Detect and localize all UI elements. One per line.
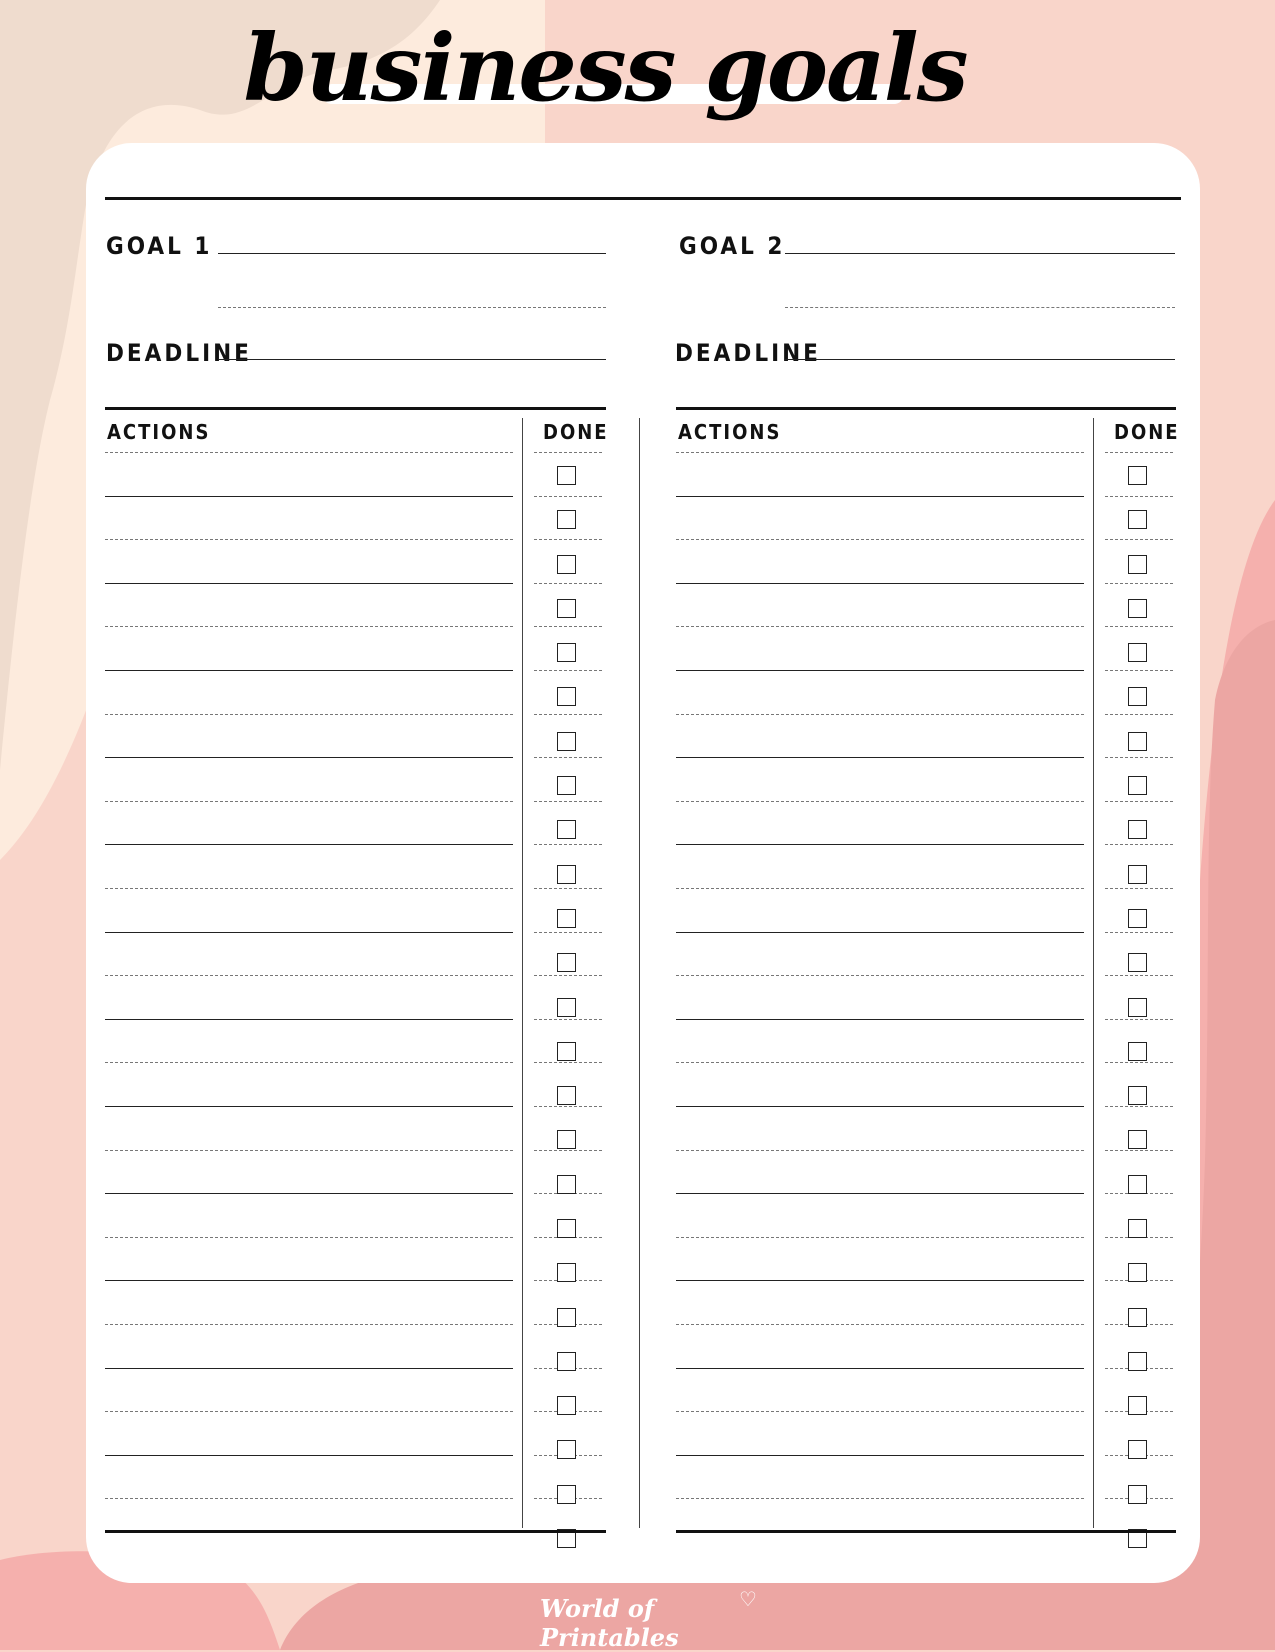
action-line[interactable] [105,1455,513,1456]
action-line[interactable] [676,539,1084,540]
done-divider-line [1105,975,1173,976]
action-line[interactable] [676,844,1084,845]
done-checkbox[interactable] [1128,732,1147,751]
done-divider-line [534,844,602,845]
done-checkbox[interactable] [1128,1440,1147,1459]
done-checkbox[interactable] [1128,1396,1147,1415]
goal-1-line-2[interactable] [218,307,606,308]
done-checkbox[interactable] [1128,953,1147,972]
action-line[interactable] [676,626,1084,627]
done-divider-line [1105,539,1173,540]
goal-1-label: GOAL 1 [106,232,213,260]
goal-2-line[interactable] [785,253,1175,254]
done-divider-line [534,539,602,540]
done-checkbox[interactable] [1128,909,1147,928]
done-checkbox[interactable] [557,687,576,706]
goal-2-label: GOAL 2 [679,232,786,260]
done-checkbox[interactable] [1128,643,1147,662]
done-checkbox[interactable] [1128,1130,1147,1149]
action-line[interactable] [105,1193,513,1194]
action-line[interactable] [105,496,513,497]
action-line[interactable] [676,1411,1084,1412]
done-checkbox[interactable] [1128,510,1147,529]
done-checkbox[interactable] [557,643,576,662]
done-checkbox[interactable] [557,865,576,884]
action-line[interactable] [105,1237,513,1238]
done-divider-line [1105,1150,1173,1151]
done-checkbox[interactable] [557,998,576,1017]
done-checkbox[interactable] [1128,998,1147,1017]
done-divider-line [1105,496,1173,497]
action-line[interactable] [105,1324,513,1325]
done-checkbox[interactable] [557,1175,576,1194]
done-divider-line [534,583,602,584]
goal-2-table-bottom-rule [676,1530,1176,1533]
goal-1-deadline-line[interactable] [218,359,606,360]
action-line[interactable] [105,670,513,671]
done-divider-line [1105,844,1173,845]
action-line[interactable] [676,1106,1084,1107]
done-checkbox[interactable] [557,599,576,618]
goal-2-actions-header: ACTIONS [678,420,782,444]
action-line[interactable] [105,452,513,453]
goal-2-deadline-line[interactable] [785,359,1175,360]
action-line[interactable] [676,496,1084,497]
action-line[interactable] [676,1237,1084,1238]
done-divider-line [534,757,602,758]
action-line[interactable] [105,757,513,758]
goal-1-line[interactable] [218,253,606,254]
done-checkbox[interactable] [1128,1219,1147,1238]
goal-2-deadline-label: DEADLINE [675,339,821,367]
action-line[interactable] [676,888,1084,889]
done-checkbox[interactable] [557,820,576,839]
done-checkbox[interactable] [557,1485,576,1504]
done-divider-line [1105,714,1173,715]
goal-1-actions-header: ACTIONS [107,420,211,444]
done-checkbox[interactable] [1128,1175,1147,1194]
goal-1-deadline-label: DEADLINE [106,339,252,367]
done-checkbox[interactable] [557,1130,576,1149]
action-line[interactable] [676,583,1084,584]
done-checkbox[interactable] [557,510,576,529]
done-checkbox[interactable] [1128,865,1147,884]
action-line[interactable] [676,1455,1084,1456]
goal-1-table-top-rule [105,407,606,410]
done-divider-line [534,670,602,671]
action-line[interactable] [105,1411,513,1412]
action-line[interactable] [105,1106,513,1107]
center-divider [639,418,640,1528]
action-line[interactable] [676,1324,1084,1325]
done-divider-line [1105,452,1173,453]
done-divider-line [534,888,602,889]
action-line[interactable] [676,1150,1084,1151]
done-checkbox[interactable] [1128,1485,1147,1504]
done-checkbox[interactable] [557,555,576,574]
goal-1-table-bottom-rule [105,1530,606,1533]
done-checkbox[interactable] [557,732,576,751]
done-checkbox[interactable] [1128,599,1147,618]
done-checkbox[interactable] [1128,466,1147,485]
top-rule [105,197,1181,200]
done-checkbox[interactable] [1128,1086,1147,1105]
done-checkbox[interactable] [1128,687,1147,706]
goal-2-done-header: DONE [1114,420,1180,444]
action-line[interactable] [676,975,1084,976]
done-checkbox[interactable] [557,1042,576,1061]
done-divider-line [1105,1062,1173,1063]
action-line[interactable] [676,670,1084,671]
heart-outline-icon: ♡ [739,1589,757,1611]
action-line[interactable] [676,1019,1084,1020]
action-line[interactable] [105,1368,513,1369]
goal-2-column-divider [1093,418,1094,1528]
action-line[interactable] [105,714,513,715]
action-line[interactable] [105,975,513,976]
action-line[interactable] [676,757,1084,758]
action-line[interactable] [676,452,1084,453]
done-checkbox[interactable] [557,1440,576,1459]
done-divider-line [1105,801,1173,802]
done-checkbox[interactable] [1128,776,1147,795]
done-checkbox[interactable] [557,1396,576,1415]
done-divider-line [1105,888,1173,889]
done-divider-line [534,932,602,933]
action-line[interactable] [105,801,513,802]
done-divider-line [534,1106,602,1107]
action-line[interactable] [105,583,513,584]
action-line[interactable] [676,932,1084,933]
done-divider-line [534,801,602,802]
done-divider-line [1105,670,1173,671]
done-checkbox[interactable] [557,1308,576,1327]
done-divider-line [1105,932,1173,933]
done-checkbox[interactable] [557,776,576,795]
action-line[interactable] [105,1019,513,1020]
action-line[interactable] [105,1150,513,1151]
action-line[interactable] [676,1368,1084,1369]
done-divider-line [534,626,602,627]
done-divider-line [534,1062,602,1063]
action-line[interactable] [676,1193,1084,1194]
done-divider-line [1105,626,1173,627]
done-divider-line [1105,583,1173,584]
action-line[interactable] [676,801,1084,802]
done-checkbox[interactable] [557,1263,576,1282]
action-line[interactable] [105,1280,513,1281]
done-checkbox[interactable] [1128,1042,1147,1061]
done-checkbox[interactable] [1128,1352,1147,1371]
done-divider-line [534,496,602,497]
done-checkbox[interactable] [1128,555,1147,574]
done-checkbox[interactable] [557,909,576,928]
action-line[interactable] [105,626,513,627]
done-divider-line [534,1150,602,1151]
action-line[interactable] [676,1280,1084,1281]
action-line[interactable] [676,1062,1084,1063]
done-checkbox[interactable] [1128,820,1147,839]
page-title: business goals [243,14,967,122]
action-line[interactable] [105,844,513,845]
done-divider-line [1105,1106,1173,1107]
action-line[interactable] [105,1062,513,1063]
done-checkbox[interactable] [557,1219,576,1238]
done-checkbox[interactable] [1128,1308,1147,1327]
done-divider-line [1105,1019,1173,1020]
done-divider-line [534,975,602,976]
goal-2-line-2[interactable] [785,307,1175,308]
action-line[interactable] [105,932,513,933]
done-divider-line [534,714,602,715]
done-checkbox[interactable] [557,466,576,485]
done-checkbox[interactable] [557,1352,576,1371]
done-divider-line [534,1019,602,1020]
goal-1-column-divider [522,418,523,1528]
done-checkbox[interactable] [1128,1263,1147,1282]
action-line[interactable] [105,1498,513,1499]
action-line[interactable] [676,714,1084,715]
action-line[interactable] [105,888,513,889]
done-checkbox[interactable] [557,1086,576,1105]
done-checkbox[interactable] [557,953,576,972]
goal-1-done-header: DONE [543,420,609,444]
action-line[interactable] [676,1498,1084,1499]
action-line[interactable] [105,539,513,540]
footer-brand: World of Printables [540,1594,679,1652]
done-divider-line [534,452,602,453]
done-divider-line [1105,757,1173,758]
goal-2-table-top-rule [676,407,1176,410]
